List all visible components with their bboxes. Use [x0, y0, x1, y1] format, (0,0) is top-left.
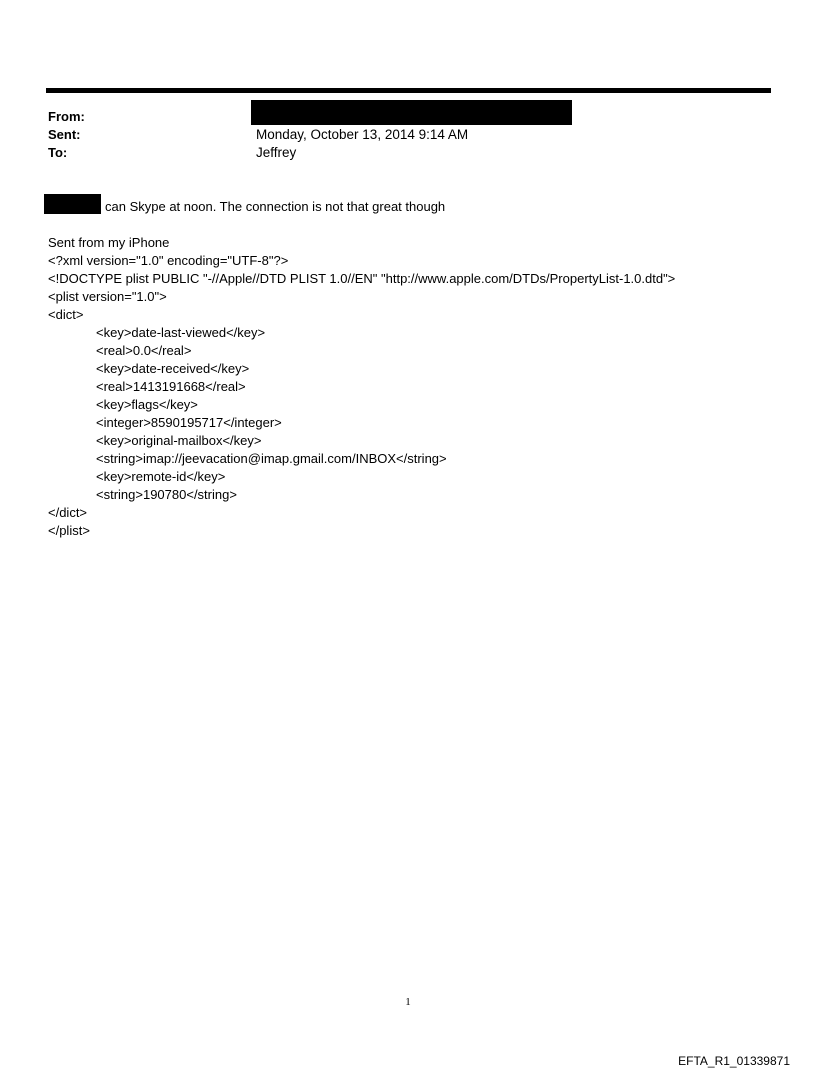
- plist-line: </dict>: [48, 505, 88, 520]
- plist-line: <real>1413191668</real>: [96, 379, 246, 394]
- from-redaction: [251, 100, 572, 125]
- plist-line: <?xml version="1.0" encoding="UTF-8"?>: [48, 253, 289, 268]
- to-label: To:: [48, 145, 68, 160]
- plist-line: <string>imap://jeevacation@imap.gmail.com/INBOX</string>: [96, 451, 447, 466]
- plist-line: <key>flags</key>: [96, 397, 198, 412]
- plist-line: <string>190780</string>: [96, 487, 237, 502]
- plist-line: <key>remote-id</key>: [96, 469, 226, 484]
- plist-line: </plist>: [48, 523, 90, 538]
- to-value: Jeffrey: [256, 145, 297, 160]
- plist-line: <key>original-mailbox</key>: [96, 433, 262, 448]
- plist-line: <key>date-received</key>: [96, 361, 250, 376]
- plist-line: <key>date-last-viewed</key>: [96, 325, 266, 340]
- sent-label: Sent:: [48, 127, 81, 142]
- message-first-line: can Skype at noon. The connection is not that great though: [105, 199, 446, 214]
- message-signature: Sent from my iPhone: [48, 235, 170, 250]
- plist-line: <!DOCTYPE plist PUBLIC "-//Apple//DTD PLIST 1.0//EN" "http://www.apple.com/DTDs/PropertyList-1.0.dtd">: [48, 271, 676, 286]
- body-redaction: [44, 194, 101, 214]
- plist-line: <plist version="1.0">: [48, 289, 167, 304]
- plist-line: <dict>: [48, 307, 84, 322]
- document-id: EFTA_R1_01339871: [678, 1054, 790, 1068]
- plist-line: <integer>8590195717</integer>: [96, 415, 282, 430]
- plist-line: <real>0.0</real>: [96, 343, 192, 358]
- from-label: From:: [48, 109, 85, 124]
- header-rule: [46, 88, 771, 93]
- sent-value: Monday, October 13, 2014 9:14 AM: [256, 127, 469, 142]
- page-number: 1: [405, 996, 411, 1008]
